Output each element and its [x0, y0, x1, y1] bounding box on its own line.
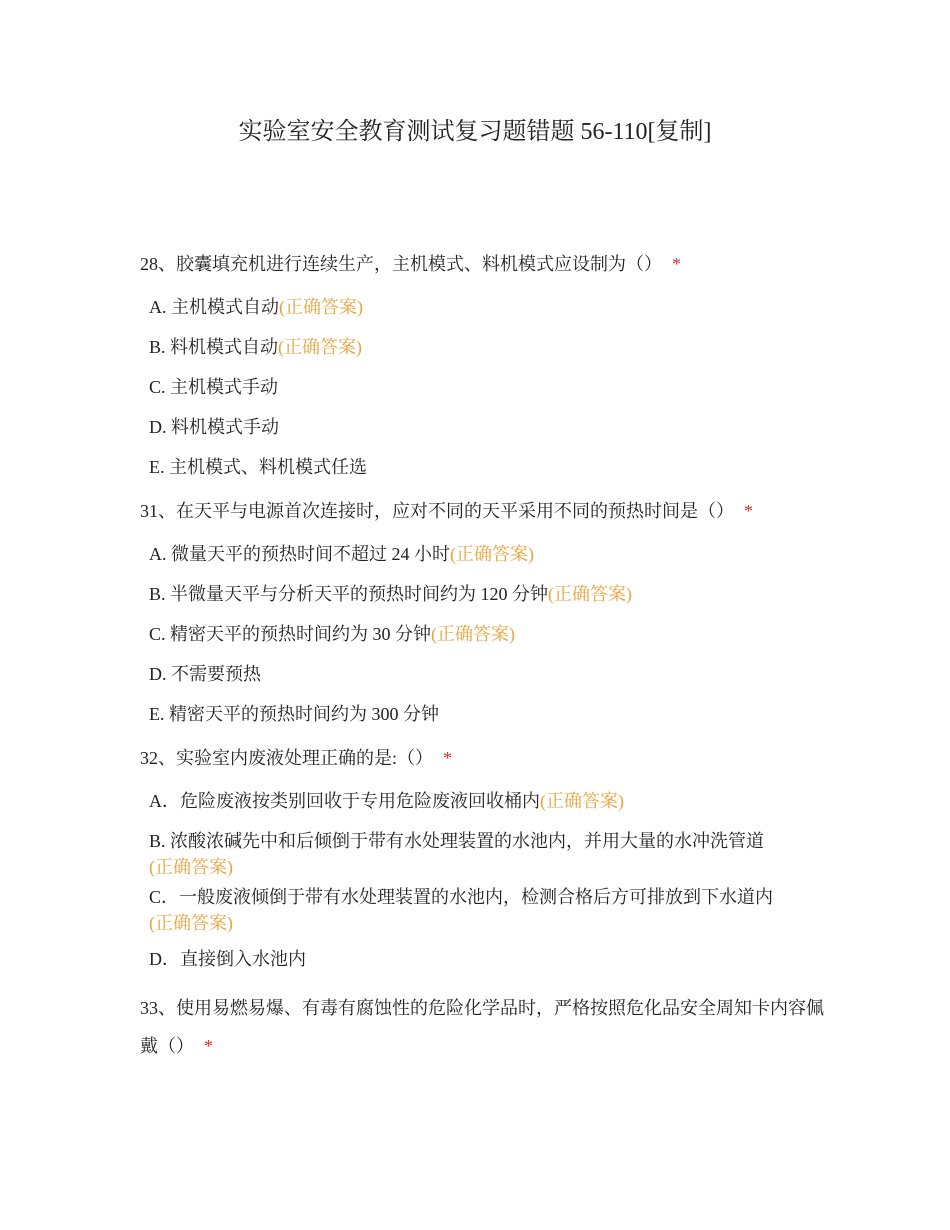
option-d[interactable]: D．直接倒入水池内 [149, 949, 306, 969]
question-text: 31、在天平与电源首次连接时，应对不同的天平采用不同的预热时间是（） * [140, 501, 753, 521]
question-32 [140, 744, 830, 972]
option-c[interactable]: C. 精密天平的预热时间约为 30 分钟(正确答案) [149, 624, 516, 644]
question-text: 32、实验室内废液处理正确的是:（） * [140, 748, 452, 768]
correct-answer-tag: (正确答案) [450, 544, 534, 564]
correct-answer-tag: (正确答案) [548, 584, 633, 604]
correct-answer-tag: (正确答案) [431, 624, 516, 644]
option-c[interactable]: C．一般废液倾倒于带有水处理装置的水池内，检测合格后方可排放到下水道内 (正确答案) [149, 887, 774, 933]
option-e[interactable]: E. 精密天平的预热时间约为 300 分钟 [149, 704, 439, 724]
required-star: * [744, 501, 753, 521]
option-b[interactable]: B. 浓酸浓碱先中和后倾倒于带有水处理装置的水池内，并用大量的水冲洗管道 (正确答案) [149, 831, 765, 877]
required-star: * [672, 254, 681, 274]
option-e[interactable]: E. 主机模式、料机模式任选 [149, 457, 367, 477]
option-a[interactable]: A. 微量天平的预热时间不超过 24 小时(正确答案) [149, 544, 534, 564]
correct-answer-tag: (正确答案) [149, 857, 233, 877]
question-33 [140, 989, 830, 1065]
option-c[interactable]: C. 主机模式手动 [149, 377, 279, 397]
question-text: 28、胶囊填充机进行连续生产，主机模式、料机模式应设制为（） * [140, 254, 681, 274]
option-b[interactable]: B. 半微量天平与分析天平的预热时间约为 120 分钟(正确答案) [149, 584, 633, 604]
correct-answer-tag: (正确答案) [278, 337, 363, 357]
page-title: 实验室安全教育测试复习题错题 56-110[复制] [238, 119, 712, 145]
correct-answer-tag: (正确答案) [279, 297, 363, 317]
question-28 [140, 250, 830, 480]
option-a[interactable]: A. 主机模式自动(正确答案) [149, 297, 363, 317]
question-list [140, 250, 830, 1082]
option-a[interactable]: A．危险废液按类别回收于专用危险废液回收桶内(正确答案) [149, 791, 624, 811]
question-31 [140, 497, 830, 727]
required-star: * [204, 1036, 213, 1056]
option-d[interactable]: D. 料机模式手动 [149, 417, 279, 437]
option-d[interactable]: D. 不需要预热 [149, 664, 261, 684]
question-text: 33、使用易燃易爆、有毒有腐蚀性的危险化学品时，严格按照危化品安全周知卡内容佩戴（） * [140, 998, 824, 1056]
option-b[interactable]: B. 料机模式自动(正确答案) [149, 337, 363, 357]
correct-answer-tag: (正确答案) [149, 913, 233, 933]
correct-answer-tag: (正确答案) [540, 791, 624, 811]
required-star: * [443, 748, 452, 768]
